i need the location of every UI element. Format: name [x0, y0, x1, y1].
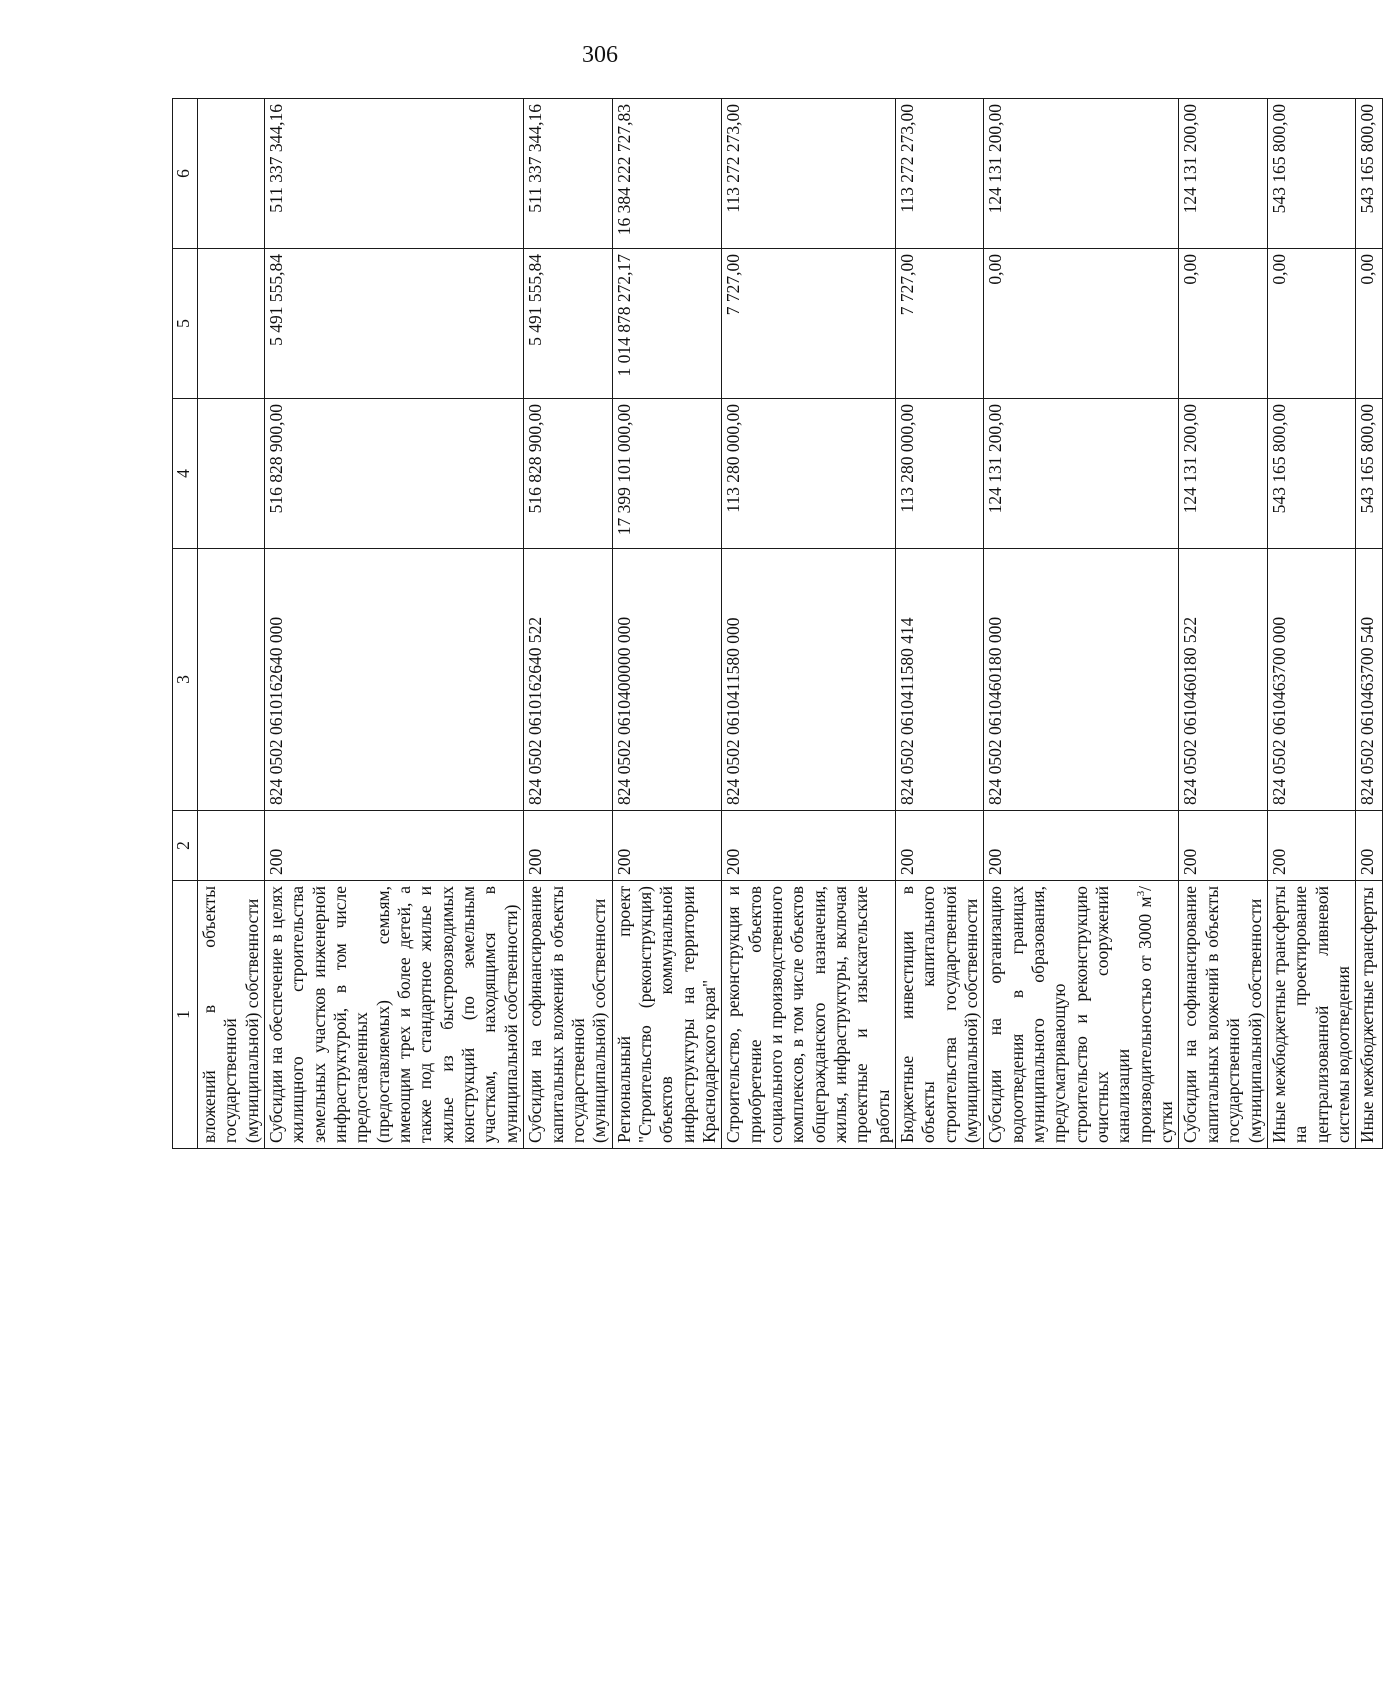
row-name: [984, 881, 1179, 1149]
row-amount-approved: 516 828 900,00: [524, 399, 612, 549]
row-amount-change: 0,00: [984, 249, 1179, 399]
table-row: [896, 99, 984, 1149]
row-amount-change: 0,00: [1179, 249, 1267, 399]
row-amount-change: 5 491 555,84: [524, 249, 612, 399]
row-name: Бюджетные инвестиции в объекты капитального строительства государственной (муниципальной) собственности: [896, 881, 984, 1149]
budget-table: [172, 98, 1383, 1149]
row-code: 200: [984, 811, 1179, 881]
table-row: [984, 99, 1179, 1149]
table-row: [198, 99, 265, 1149]
row-name-text: Субсидии на организацию водоотведения в границах муниципального образования, предусматривающую строительство и реконструкцию очистных сооружений канализации производительностью от 3000 м: [985, 886, 1155, 1143]
row-amount-approved: 124 131 200,00: [984, 399, 1179, 549]
row-name: Субсидии на софинансирование капитальных вложений в объекты государственной (муниципальной) собственности: [1179, 881, 1267, 1149]
column-header: 2: [173, 811, 198, 881]
row-classification: 824 0502 0610162640 522: [524, 549, 612, 811]
row-code: 200: [612, 811, 722, 881]
row-classification: 824 0502 0610460180 522: [1179, 549, 1267, 811]
rotated-table-container: [172, 99, 1378, 1149]
row-classification: 824 0502 0610411580 414: [896, 549, 984, 811]
row-code: 200: [896, 811, 984, 881]
row-amount-total: 124 131 200,00: [1179, 99, 1267, 249]
row-code: 200: [524, 811, 612, 881]
row-amount-total: 124 131 200,00: [984, 99, 1179, 249]
row-amount-approved: [198, 399, 265, 549]
row-amount-total: [198, 99, 265, 249]
row-name-tail: /сутки: [1134, 886, 1177, 1143]
row-name-superscript: 3: [1134, 890, 1147, 897]
column-header: 5: [173, 249, 198, 399]
row-name: Субсидии на обеспечение в целях жилищного строительства земельных участков инженерной инфраструктурой, в том числе предоставленных (предоставляемых) семьям, имеющим трех и более детей, а также под стандартное жилье и жилье из быстровозводимых конструкций (по земельным участкам, находящимся в муниципальной собственности): [265, 881, 524, 1149]
row-code: 200: [265, 811, 524, 881]
row-amount-change: 5 491 555,84: [265, 249, 524, 399]
row-amount-approved: 113 280 000,00: [722, 399, 896, 549]
row-code: 200: [722, 811, 896, 881]
row-name: Иные межбюджетные трансферты на проектирование централизованной ливневой системы водоотведения: [1267, 881, 1355, 1149]
column-header: 6: [173, 99, 198, 249]
column-header: 3: [173, 549, 198, 811]
row-code: [198, 811, 265, 881]
row-amount-approved: 516 828 900,00: [265, 399, 524, 549]
row-classification: [198, 549, 265, 811]
table-row: [524, 99, 612, 1149]
row-amount-total: 543 165 800,00: [1356, 99, 1383, 249]
row-code: 200: [1267, 811, 1355, 881]
row-classification: 824 0502 0610162640 000: [265, 549, 524, 811]
table-row: [1356, 99, 1383, 1149]
row-amount-total: 543 165 800,00: [1267, 99, 1355, 249]
table-row: [722, 99, 896, 1149]
row-amount-change: 7 727,00: [722, 249, 896, 399]
row-amount-total: 113 272 273,00: [896, 99, 984, 249]
table-row: [265, 99, 524, 1149]
row-amount-approved: 17 399 101 000,00: [612, 399, 722, 549]
row-name: Субсидии на софинансирование капитальных вложений в объекты государственной (муниципальной) собственности: [524, 881, 612, 1149]
row-amount-change: [198, 249, 265, 399]
row-classification: 824 0502 0610460180 000: [984, 549, 1179, 811]
row-name: Строительство, реконструкция и приобретение объектов социального и производственного комплексов, в том числе объектов общегражданского назначения, жилья, инфраструктуры, включая проектные и изыскательские работы: [722, 881, 896, 1149]
column-header: 1: [173, 881, 198, 1149]
row-amount-approved: 543 165 800,00: [1267, 399, 1355, 549]
row-code: 200: [1356, 811, 1383, 881]
row-amount-change: 0,00: [1356, 249, 1383, 399]
table-row: [612, 99, 722, 1149]
row-name: Региональный проект "Строительство (реконструкция) объектов коммунальной инфраструктуры на территории Краснодарского края": [612, 881, 722, 1149]
table-row: [1267, 99, 1355, 1149]
row-amount-approved: 124 131 200,00: [1179, 399, 1267, 549]
row-amount-approved: 113 280 000,00: [896, 399, 984, 549]
page-number: 306: [582, 42, 618, 68]
row-classification: 824 0502 0610411580 000: [722, 549, 896, 811]
table-row: [1179, 99, 1267, 1149]
row-classification: 824 0502 0610463700 540: [1356, 549, 1383, 811]
row-amount-approved: 543 165 800,00: [1356, 399, 1383, 549]
row-amount-change: 1 014 878 272,17: [612, 249, 722, 399]
row-name: Иные межбюджетные трансферты: [1356, 881, 1383, 1149]
row-amount-change: 0,00: [1267, 249, 1355, 399]
column-header: 4: [173, 399, 198, 549]
row-amount-change: 7 727,00: [896, 249, 984, 399]
row-amount-total: 511 337 344,16: [265, 99, 524, 249]
header-row: [173, 99, 198, 1149]
row-amount-total: 113 272 273,00: [722, 99, 896, 249]
row-amount-total: 16 384 222 727,83: [612, 99, 722, 249]
row-code: 200: [1179, 811, 1267, 881]
row-amount-total: 511 337 344,16: [524, 99, 612, 249]
row-classification: 824 0502 0610400000 000: [612, 549, 722, 811]
row-classification: 824 0502 0610463700 000: [1267, 549, 1355, 811]
row-name: вложений в объекты государственной (муниципальной) собственности: [198, 881, 265, 1149]
